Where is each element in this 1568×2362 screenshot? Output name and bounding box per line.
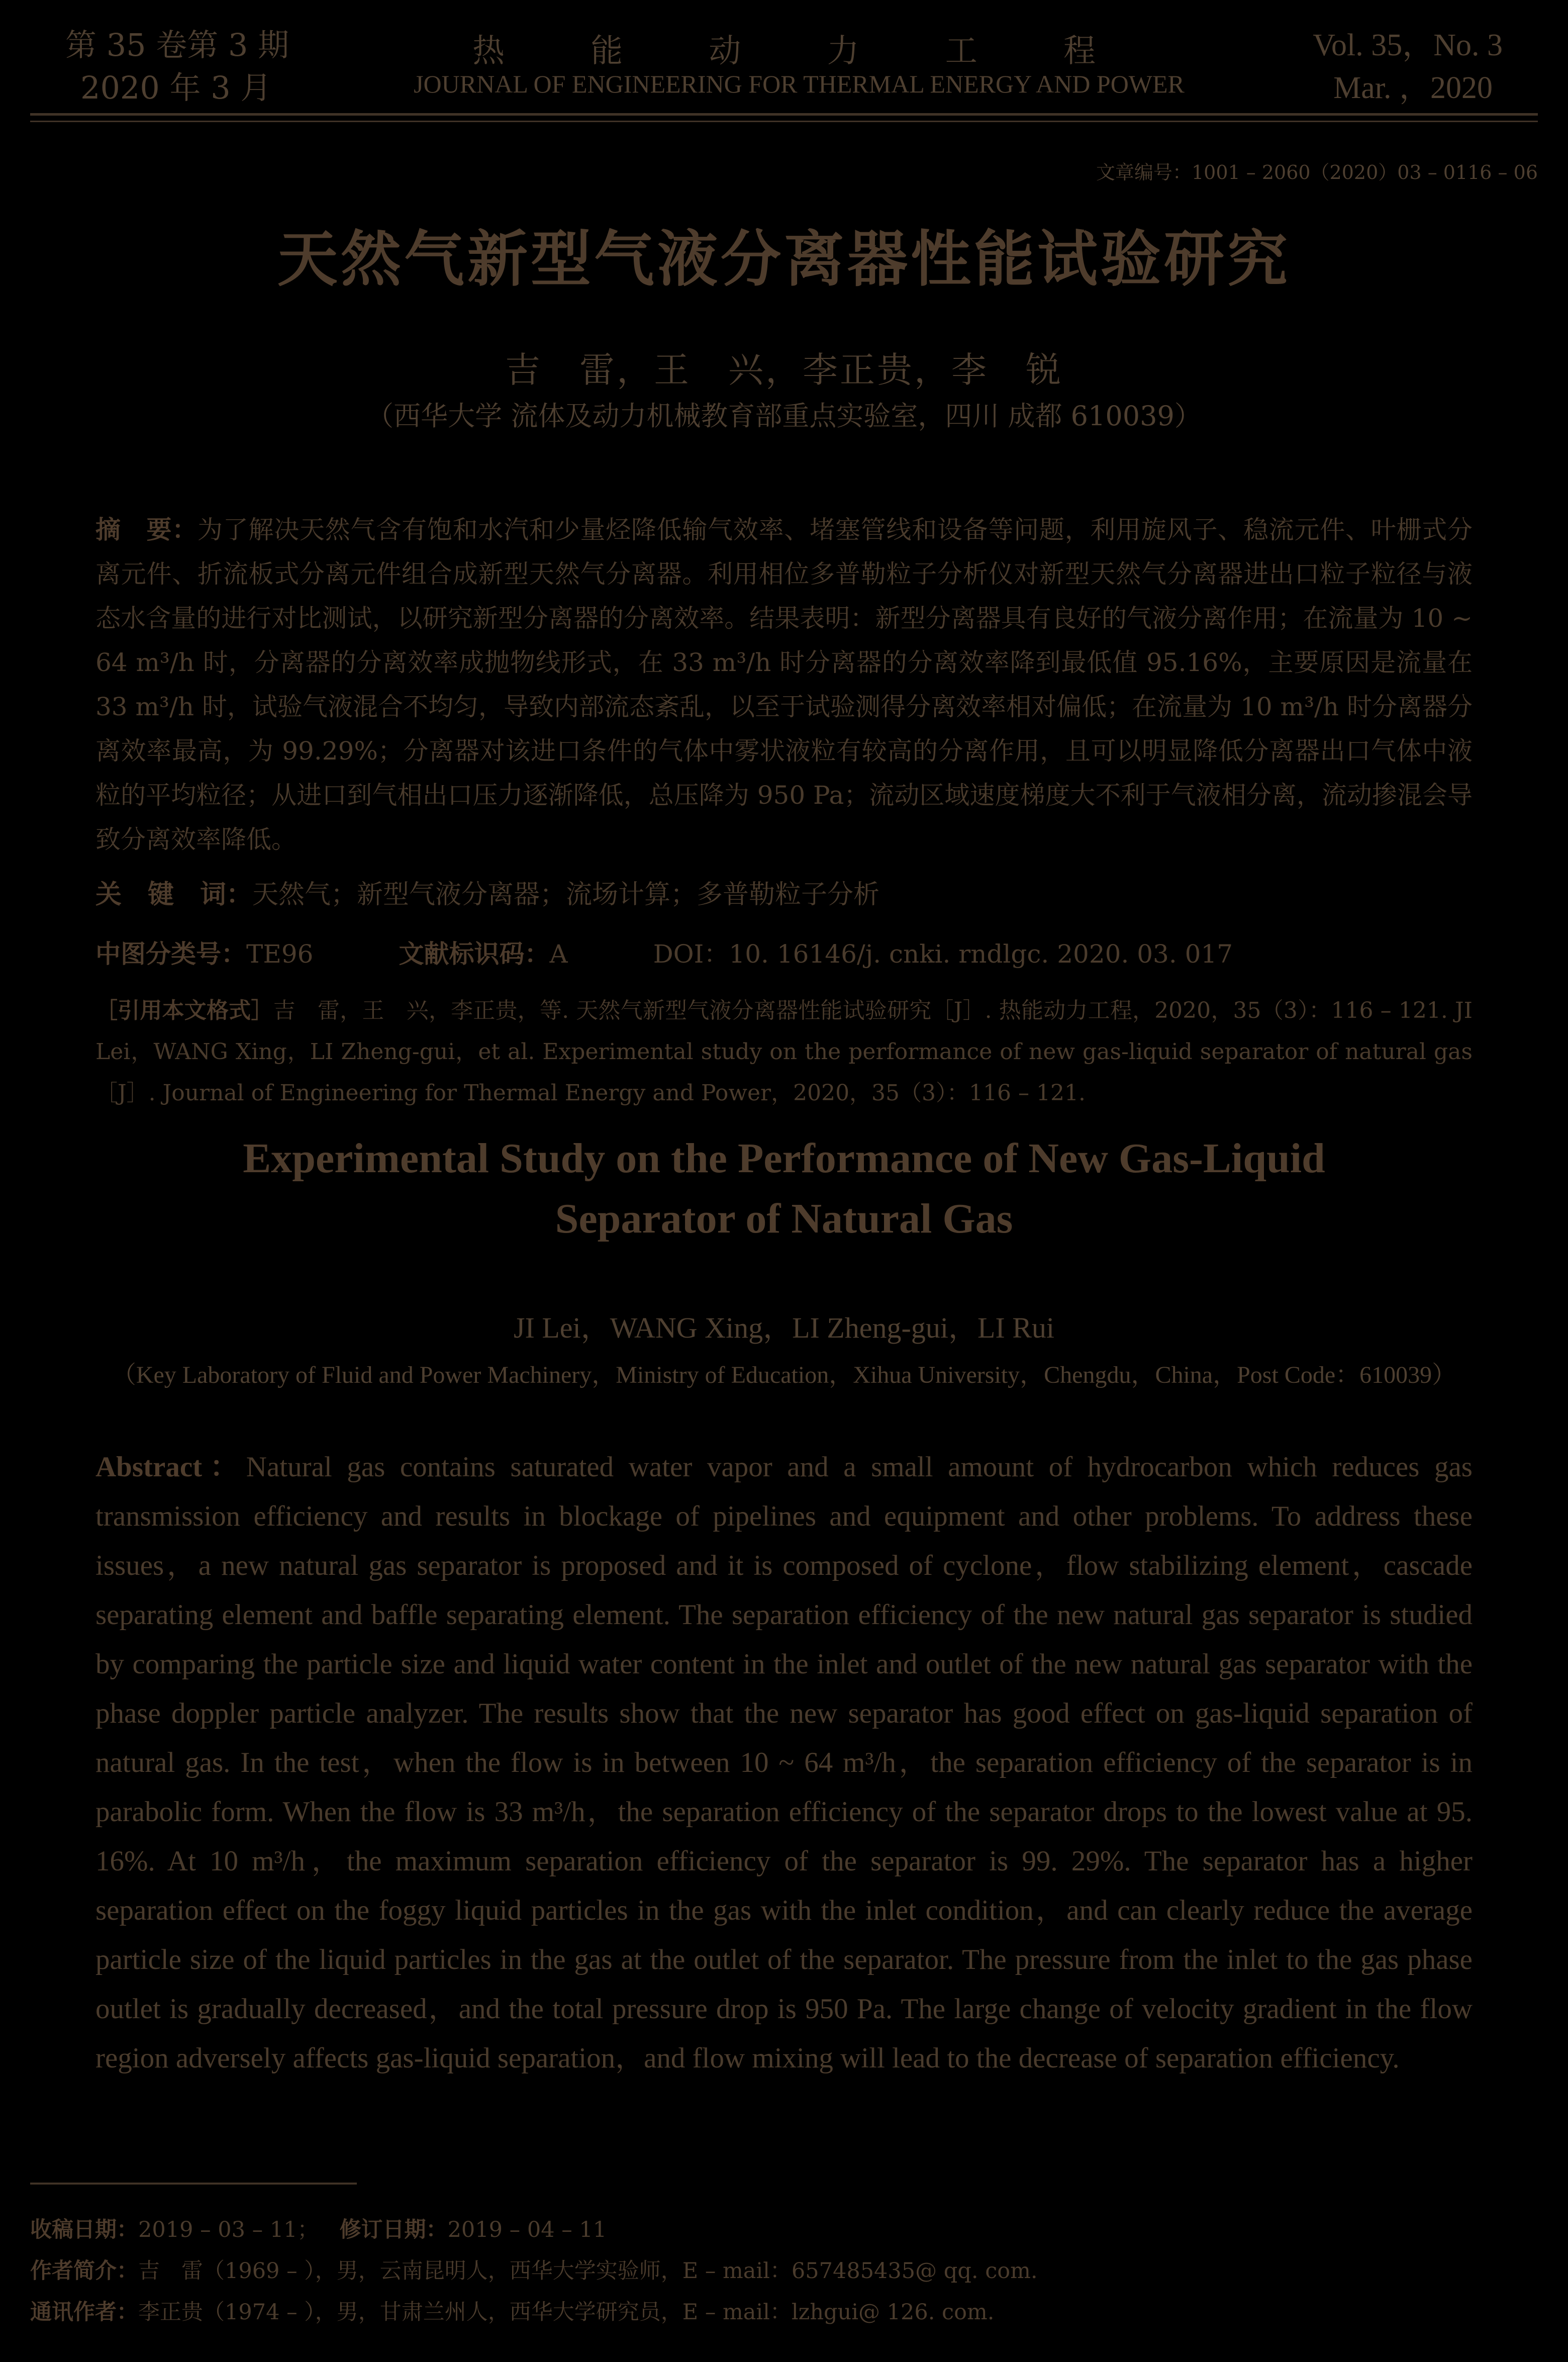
- journal-char: 热: [472, 33, 505, 70]
- header-rule: [30, 113, 1538, 116]
- doi: DOI：10. 16146/j. cnki. rndlgc. 2020. 03. 017: [653, 939, 1233, 969]
- journal-name-en: JOURNAL OF ENGINEERING FOR THERMAL ENERGY AND POWER: [414, 70, 1185, 98]
- revised-value: 2019 – 04 – 11: [447, 2217, 607, 2242]
- doc-code-value: A: [549, 939, 568, 969]
- abstract-cn-text: 为了解决天然气含有饱和水汽和少量烃降低输气效率、堵塞管线和设备等问题，利用旋风子、稳流元件、叶栅式分离元件、折流板式分离元件组合成新型天然气分离器。利用相位多普勒粒子分析仪对新型天然气分离器进出口粒子粒径与液态水含量的进行对比测试，以研究新型分离器的分离效率。结果表明：新型分离器具有良好的气液分离作用；在流量为 10 ~ 64 m³/h 时，分离器的分离效率成抛物线形式，在 33 m³/h 时分离器的分离效率降到最低值 95.16%，主要原因是流量在 33 m³/h 时，试验气液混合不均匀，导致内部流态紊乱，以至于试验测得分离效率相对偏低；在流量为 10 m³/h 时分离器分离效率最高，为 99.29%；分离器对该进口条件的气体中雾状液粒有较高的分离作用，且可以明显降低分离器出口气体中液粒的平均粒径；从进口到气相出口压力逐渐降低，总压降为 950 Pa；流动区域速度梯度大不利于气液相分离，流动掺混会导致分离效率降低。: [95, 515, 1473, 854]
- abstract-cn-label: 摘 要：: [95, 515, 198, 544]
- journal-char: 动: [709, 33, 741, 70]
- date-en: Mar. ，2020: [1333, 71, 1493, 105]
- bio-label: 作者简介：: [30, 2258, 138, 2284]
- keywords-text: 天然气；新型气液分离器；流场计算；多普勒粒子分析: [252, 880, 880, 910]
- bio-value: 吉 雷（1969 – ），男，云南昆明人，西华大学实验师，E – mail：657485435@ qq. com.: [138, 2258, 1038, 2284]
- article-number: 文章编号：1001 – 2060（2020）03 – 0116 – 06: [1096, 161, 1538, 183]
- page-title-en: [0, 1128, 1568, 1249]
- keywords-cn: [95, 875, 1473, 915]
- received-value: 2019 – 03 – 11；: [138, 2217, 319, 2242]
- footnote-dates: [30, 2209, 1488, 2250]
- clc-value: TE96: [246, 939, 314, 969]
- revised-label: 修订日期：: [339, 2217, 448, 2242]
- authors-cn: 吉 雷，王 兴，李正贵，李 锐: [505, 349, 1063, 391]
- footnote-corresponding: [30, 2292, 1488, 2333]
- title-en-line: Experimental Study on the Performance of New Gas-Liquid: [243, 1135, 1325, 1182]
- journal-char: 程: [1063, 33, 1096, 70]
- citation-label: ［引用本文格式］: [95, 998, 273, 1023]
- doc-code-label: 文献标识码：: [399, 939, 550, 969]
- abstract-en: [95, 1443, 1473, 2083]
- footnote-rule: [30, 2183, 357, 2185]
- affiliation-cn: （西华大学 流体及动力机械教育部重点实验室，四川 成都 610039）: [366, 400, 1202, 432]
- date-cn: 2020 年 3 月: [80, 69, 272, 106]
- journal-char: 工: [945, 33, 977, 70]
- title-en-line: Separator of Natural Gas: [555, 1195, 1013, 1242]
- journal-name-cn: [472, 25, 1096, 71]
- keywords-label: 关 键 词：: [95, 879, 253, 910]
- volume-issue-en: Vol. 35，No. 3: [1313, 28, 1503, 62]
- abstract-cn: [95, 508, 1473, 862]
- corresponding-label: 通讯作者：: [30, 2300, 138, 2325]
- header-rule: [30, 121, 1538, 122]
- authors-en: JI Lei，WANG Xing，LI Zheng-gui，LI Rui: [513, 1311, 1055, 1344]
- page-title-cn: 天然气新型气液分离器性能试验研究: [277, 224, 1291, 295]
- journal-char: 能: [591, 33, 623, 70]
- classification-row: [95, 934, 1473, 974]
- received-label: 收稿日期：: [30, 2217, 138, 2242]
- footnotes: [30, 2209, 1488, 2333]
- volume-issue-cn: 第 35 卷第 3 期: [65, 27, 289, 63]
- journal-char: 力: [827, 33, 859, 70]
- abstract-en-label: Abstract：: [95, 1451, 246, 1483]
- clc-label: 中图分类号：: [95, 939, 246, 969]
- affiliation-en: （Key Laboratory of Fluid and Power Machinery，Ministry of Education，Xihua University，Chengdu，China，Post Code：610039）: [112, 1362, 1456, 1388]
- citation-text: 吉 雷，王 兴，李正贵，等. 天然气新型气液分离器性能试验研究［J］. 热能动力工程，2020，35（3）：116 – 121. JI Lei，WANG Xing，LI Zheng-gui，et al. Experimental study on the performance of new gas-liquid separator of natural gas［J］. Journal of Engineering for Thermal Energy and Power，2020，35（3）：116 – 121.: [95, 998, 1473, 1106]
- footnote-author-bio: [30, 2250, 1488, 2292]
- abstract-en-text: Natural gas contains saturated water vapor and a small amount of hydrocarbon which reduces gas transmission efficiency and results in blockage of pipelines and equipment and other problems. To address these issues，a new natural gas separator is proposed and it is composed of cyclone，flow stabilizing element，cascade separating element and baffle separating element. The separation efficiency of the new natural gas separator is studied by comparing the particle size and liquid water content in the inlet and outlet of the new natural gas separator with the phase doppler particle analyzer. The results show that the new separator has good effect on gas-liquid separation of natural gas. In the test，when the flow is in between 10 ~ 64 m³/h，the separation efficiency of the separator is in parabolic form. When the flow is 33 m³/h，the separation efficiency of the separator drops to the lowest value at 95. 16%. At 10 m³/h，the maximum separation efficiency of the separator is 99. 29%. The separator has a higher separation effect on the foggy liquid particles in the gas with the inlet condition，and can clearly reduce the average particle size of the liquid particles in the gas at the outlet of the separator. The pressure from the inlet to the gas phase outlet is gradually decreased，and the total pressure drop is 950 Pa. The large change of velocity gradient in the flow region adversely affects gas-liquid separation，and flow mixing will lead to the decrease of separation efficiency.: [95, 1451, 1473, 2074]
- corresponding-value: 李正贵（1974 – ），男，甘肃兰州人，西华大学研究员，E – mail：lzhgui@ 126. com.: [138, 2300, 995, 2325]
- citation: [95, 990, 1473, 1114]
